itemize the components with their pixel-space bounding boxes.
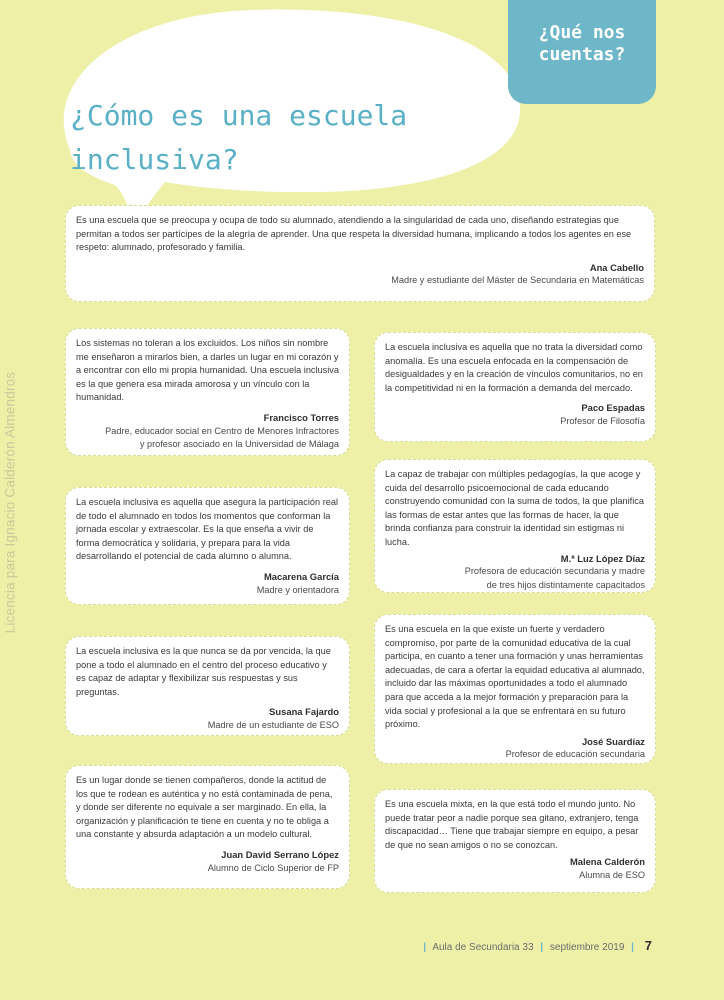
footer-date: septiembre 2019 [549, 942, 625, 953]
quote-text: La escuela inclusiva es la que nunca se da por vencida, la que pone a todo el alumnado en el centro del proceso educativo y es capaz de adaptar y flexibilizar sus respuestas y sus preguntas. [76, 646, 331, 697]
quote-author: José Suardíaz [581, 735, 645, 747]
section-tab [508, 0, 656, 104]
page-number: 7 [644, 938, 652, 953]
quote-card [374, 789, 656, 893]
quote-card [374, 459, 656, 593]
quote-role [385, 748, 645, 762]
quote-role [76, 425, 339, 452]
quote-role-line: Profesor de educación secundaria [505, 749, 645, 760]
page-title-line1: ¿Cómo es una escuela [70, 99, 408, 132]
footer-separator: | [631, 942, 634, 953]
quote-author: M.ª Luz López Díaz [560, 552, 645, 564]
quote-role-line: Madre y estudiante del Máster de Secundaria en Matemáticas [391, 275, 644, 286]
quote-role [76, 584, 339, 598]
page-title-line2: inclusiva? [70, 143, 239, 176]
quote-author: Francisco Torres [263, 411, 339, 423]
quote-role-line: Padre, educador social en Centro de Menores Infractores [105, 425, 339, 436]
quote-author: Juan David Serrano López [221, 848, 339, 860]
quote-role [385, 415, 645, 429]
quote-role-line: Madre de un estudiante de ESO [207, 719, 339, 730]
quote-card [65, 487, 350, 605]
quote-text: Es una escuela en la que existe un fuerte y verdadero compromiso, por parte de la comunidad educativa de la cual participa, en cuanto a tener una formación y unas herramientas adecuadas, de cara a ofertar la equidad educativa al alumnado, incluido dar las máximas oportunidades a todo el alumnado para que acceda a la mejor formación y preparación para la vida social y profesional a la que se enfrentará en su futuro próximo. [385, 624, 645, 730]
page-footer [419, 938, 652, 953]
quote-card [374, 614, 656, 764]
quote-role [385, 869, 645, 883]
quote-role-line: Alumna de ESO [579, 869, 645, 880]
quote-card [65, 205, 655, 302]
quote-author: Susana Fajardo [269, 706, 339, 718]
quote-text: Es un lugar donde se tienen compañeros, donde la actitud de los que te rodean es auténtica y no está contaminada de pena, y donde ser diferente no equivale a ser marginado. En ella, la organización y planificación te tiene en cuenta y no te obliga a una constante y absurda adaptación a un modelo cultural. [76, 775, 333, 840]
quote-card [65, 328, 350, 456]
quote-text: La capaz de trabajar con múltiples pedagogías, la que acoge y cuida del desarrollo psicoemocional de cada educando construyendo comunidad con la suma de todos, la que planifica las formas de estar antes que las formas de hacer, la que brinda confianza para construir la identidad sin estigmas ni lucha. [385, 469, 644, 547]
quote-role-line: Alumno de Ciclo Superior de FP [207, 862, 339, 873]
quote-role [76, 274, 644, 288]
footer-separator: | [423, 942, 427, 953]
quote-author: Malena Calderón [569, 856, 645, 868]
quote-card [65, 636, 350, 736]
footer-magazine: Aula de Secundaria 33 [432, 942, 534, 953]
quote-author: Paco Espadas [581, 402, 645, 414]
quote-role-line: Profesora de educación secundaria y madre [464, 566, 645, 577]
quote-role [76, 862, 339, 876]
quote-role [76, 719, 339, 733]
quote-text: Los sistemas no toleran a los excluidos. Los niños sin nombre me enseñaron a mirarlos bien, a darles un lugar en mi corazón y a encontrar con ello mi propia humanidad. Una escuela inclusiva es la que genera esa mirada amorosa y un vínculo con la humanidad. [76, 338, 340, 403]
quote-text: Es una escuela que se preocupa y ocupa de todo su alumnado, atendiendo a la singularidad de cada uno, diseñando estrategias que permitan a todos ser partícipes de la alegría de aprender. Una que respeta la diversidad humana, implicando a todos los agentes en ese respeto: alumnado, profesorado y familia. [76, 215, 632, 253]
footer-separator: | [540, 942, 544, 953]
quote-author: Ana Cabello [589, 261, 644, 273]
quote-card [65, 765, 350, 889]
quote-role-line: de tres hijos distintamente capacitados [486, 579, 645, 590]
license-credit: Licencia para Ignacio Calderón Almendros [2, 371, 18, 634]
quote-role [385, 565, 645, 592]
quote-role-line: Profesor de Filosofía [560, 415, 645, 426]
quote-author: Macarena García [263, 570, 339, 582]
section-tab-line2: cuentas? [538, 44, 626, 65]
quote-text: Es una escuela mixta, en la que está todo el mundo junto. No puede tratar peor a nadie porque sea gitano, extranjero, tenga discapacidad… Tiene que trabajar siempre en equipo, a pesar de que no sean amigos o no se conozcan. [385, 799, 639, 850]
section-tab-line1: ¿Qué nos [538, 22, 626, 43]
quote-role-line: y profesor asociado en la Universidad de Málaga [139, 439, 339, 450]
quote-text: La escuela inclusiva es aquella que asegura la participación real de todo el alumnado en todos los momentos que conforman la jornada escolar y extraescolar. Es la que enseña a vivir de forma democrática y solidaria, y prepara para la vida desarrollando el potencial de cada alumno o alumna. [76, 497, 339, 562]
quote-text: La escuela inclusiva es aquella que no trata la diversidad como anomalía. Es una escuela enfocada en la compensación de desigualdades y en la creación de vínculos comunitarios, no en la competitividad ni en la formación a demanda del mercado. [385, 342, 643, 393]
page-title [70, 94, 490, 182]
quote-role-line: Madre y orientadora [256, 584, 339, 595]
quote-card [374, 332, 656, 442]
